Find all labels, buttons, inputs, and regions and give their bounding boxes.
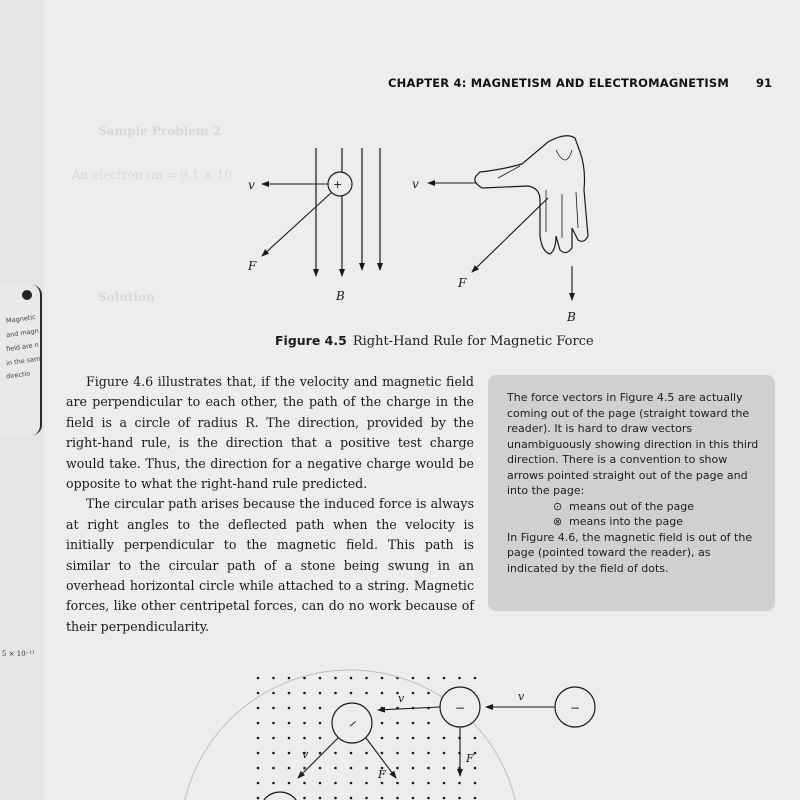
- velocity-vector-2: [378, 707, 440, 710]
- field-dot: [427, 767, 430, 770]
- field-dot: [427, 722, 430, 725]
- field-dot: [350, 767, 353, 770]
- field-dot: [303, 722, 306, 725]
- field-dot: [350, 797, 353, 800]
- body-paragraph-1: Figure 4.6 illustrates that, if the velocity and magnetic field are perpendicular to each other, the path of the charge in the field is a circle of radius R. The direction, provided by the right-hand rule, is the direction that a positive test charge would take. Thus, the direction for a negative charge would be opposite to what the right-hand rule predicted.: [66, 374, 474, 492]
- field-dot: [319, 692, 322, 695]
- field-dot: [474, 797, 477, 800]
- field-dot: [319, 737, 322, 740]
- field-dot: [334, 767, 337, 770]
- field-dot: [381, 707, 384, 710]
- field-dot: [427, 737, 430, 740]
- field-dot: [303, 677, 306, 680]
- field-dot: [458, 677, 461, 680]
- field-dot: [288, 677, 291, 680]
- field-dot: [272, 707, 275, 710]
- field-dot: [427, 797, 430, 800]
- force-label-2: F: [466, 752, 474, 765]
- field-dot: [381, 722, 384, 725]
- left-page-fragment: field are n: [5, 340, 40, 354]
- field-dot: [412, 737, 415, 740]
- field-dot: [412, 767, 415, 770]
- field-dot: [303, 737, 306, 740]
- field-dot: [427, 677, 430, 680]
- field-dot: [303, 767, 306, 770]
- field-dot: [319, 722, 322, 725]
- field-dot: [319, 782, 322, 785]
- field-dot: [443, 737, 446, 740]
- field-dot: [272, 692, 275, 695]
- velocity-label-1: v: [302, 748, 309, 761]
- field-dot: [303, 707, 306, 710]
- force-label-left: F: [248, 259, 257, 273]
- field-dot: [412, 797, 415, 800]
- sidebar-text-2: In Figure 4.6, the magnetic field is out of the page (pointed toward the reader), as indicated by the field of dots.: [507, 530, 753, 575]
- field-dot: [365, 782, 368, 785]
- field-dot: [288, 692, 291, 695]
- charge-3-sign: −: [570, 701, 581, 715]
- bleed-through-line: An electron (m = 9.1 × 10: [72, 168, 233, 182]
- field-dot: [474, 782, 477, 785]
- field-dot: [443, 782, 446, 785]
- field-dot: [458, 797, 461, 800]
- field-dot: [381, 737, 384, 740]
- field-dot: [396, 722, 399, 725]
- field-dot: [396, 782, 399, 785]
- field-dot: [350, 752, 353, 755]
- field-dot: [257, 692, 260, 695]
- field-dot: [474, 737, 477, 740]
- field-dot: [443, 677, 446, 680]
- left-page-fragment: directio: [5, 369, 31, 381]
- field-dot: [381, 782, 384, 785]
- field-dot: [381, 677, 384, 680]
- field-dot: [288, 707, 291, 710]
- field-dot: [365, 797, 368, 800]
- charge-1-sign: −: [344, 715, 362, 733]
- field-dot: [381, 692, 384, 695]
- out-of-page-symbol: ⊙: [553, 499, 563, 513]
- into-page-symbol: ⊗: [553, 515, 563, 528]
- field-dot: [443, 767, 446, 770]
- force-label-1: F: [378, 768, 386, 781]
- field-dot: [319, 797, 322, 800]
- field-dot: [257, 737, 260, 740]
- field-dot: [365, 692, 368, 695]
- figure-number: Figure 4.5: [275, 333, 347, 348]
- field-dot: [365, 677, 368, 680]
- field-dot: [334, 752, 337, 755]
- field-dot: [412, 752, 415, 755]
- field-dot: [272, 737, 275, 740]
- field-dot: [474, 767, 477, 770]
- field-dot: [272, 767, 275, 770]
- field-dot: [443, 797, 446, 800]
- chapter-header: CHAPTER 4: MAGNETISM AND ELECTROMAGNETISM: [388, 76, 730, 90]
- field-dot: [319, 752, 322, 755]
- out-of-page-text: means out of the page: [569, 499, 695, 513]
- field-dot: [427, 692, 430, 695]
- field-dot: [474, 677, 477, 680]
- into-page-text: means into the page: [569, 515, 684, 528]
- field-dot: [365, 767, 368, 770]
- left-page-fragment: and magn: [5, 326, 40, 340]
- field-dot: [350, 782, 353, 785]
- field-dot: [365, 752, 368, 755]
- field-dot: [288, 782, 291, 785]
- field-dot: [272, 782, 275, 785]
- field-label-left: B: [336, 289, 345, 303]
- left-page-fragment: Magnetic: [5, 312, 37, 326]
- velocity-label-2: v: [398, 692, 405, 705]
- bleed-through-heading: Sample Problem 2: [98, 124, 222, 138]
- field-dot: [272, 752, 275, 755]
- field-dot: [381, 752, 384, 755]
- field-dot: [412, 722, 415, 725]
- field-dot: [350, 692, 353, 695]
- field-dot: [288, 752, 291, 755]
- field-dot: [257, 752, 260, 755]
- field-dot: [257, 767, 260, 770]
- charge-sign: +: [333, 178, 343, 191]
- field-dot: [334, 677, 337, 680]
- field-dot: [412, 677, 415, 680]
- field-dot: [396, 752, 399, 755]
- charge-4: [260, 792, 300, 800]
- field-dot: [396, 737, 399, 740]
- field-dot: [288, 737, 291, 740]
- field-dot: [474, 752, 477, 755]
- figure-title: Right-Hand Rule for Magnetic Force: [352, 334, 594, 349]
- left-page-margin-text: 5 × 10⁻¹¹: [2, 650, 35, 658]
- force-label-right: F: [458, 276, 467, 290]
- field-dot: [272, 677, 275, 680]
- page-number: 91: [756, 76, 773, 90]
- field-dot: [272, 722, 275, 725]
- field-dot: [303, 782, 306, 785]
- field-dot: [319, 677, 322, 680]
- field-dot: [257, 782, 260, 785]
- field-dot: [303, 797, 306, 800]
- field-dot: [303, 692, 306, 695]
- field-dot: [257, 797, 260, 800]
- field-dot: [427, 752, 430, 755]
- field-dot: [396, 767, 399, 770]
- velocity-label-left: v: [248, 178, 255, 192]
- field-dot: [396, 797, 399, 800]
- field-dot: [427, 782, 430, 785]
- field-dot: [334, 797, 337, 800]
- body-paragraph-2: The circular path arises because the induced force is always at right angles to the deflected path when the velocity is initially perpendicular to the magnetic field. This path is similar to the circular path of a stone being swung in an overhead horizontal circle while attached to a string. Magnetic forces, like other centripetal forces, can do no work because of their perpendicularity.: [66, 496, 474, 634]
- field-label-right: B: [567, 310, 576, 324]
- field-dot: [288, 722, 291, 725]
- field-dot: [257, 707, 260, 710]
- field-dot: [350, 677, 353, 680]
- bleed-through-solution: Solution: [98, 290, 155, 304]
- field-dot: [412, 692, 415, 695]
- sidebar-text-1: The force vectors in Figure 4.5 are actually coming out of the page (straight toward the reader). It is hard to draw vectors unambiguously showing direction in this third direction. There is a convention to show arrows pointed straight out of the page and into the page:: [507, 391, 759, 497]
- velocity-label-right: v: [412, 177, 419, 191]
- field-dot: [288, 767, 291, 770]
- left-page-fragment: in the sam: [5, 354, 41, 368]
- field-dot: [381, 797, 384, 800]
- field-dot: [412, 782, 415, 785]
- field-dot: [334, 692, 337, 695]
- field-dot: [257, 722, 260, 725]
- charge-2-sign: −: [455, 701, 466, 715]
- velocity-label-3: v: [518, 690, 525, 703]
- field-dot: [443, 752, 446, 755]
- field-dot: [319, 767, 322, 770]
- field-dot: [319, 707, 322, 710]
- field-dot: [458, 782, 461, 785]
- field-dot: [334, 782, 337, 785]
- field-dot: [257, 677, 260, 680]
